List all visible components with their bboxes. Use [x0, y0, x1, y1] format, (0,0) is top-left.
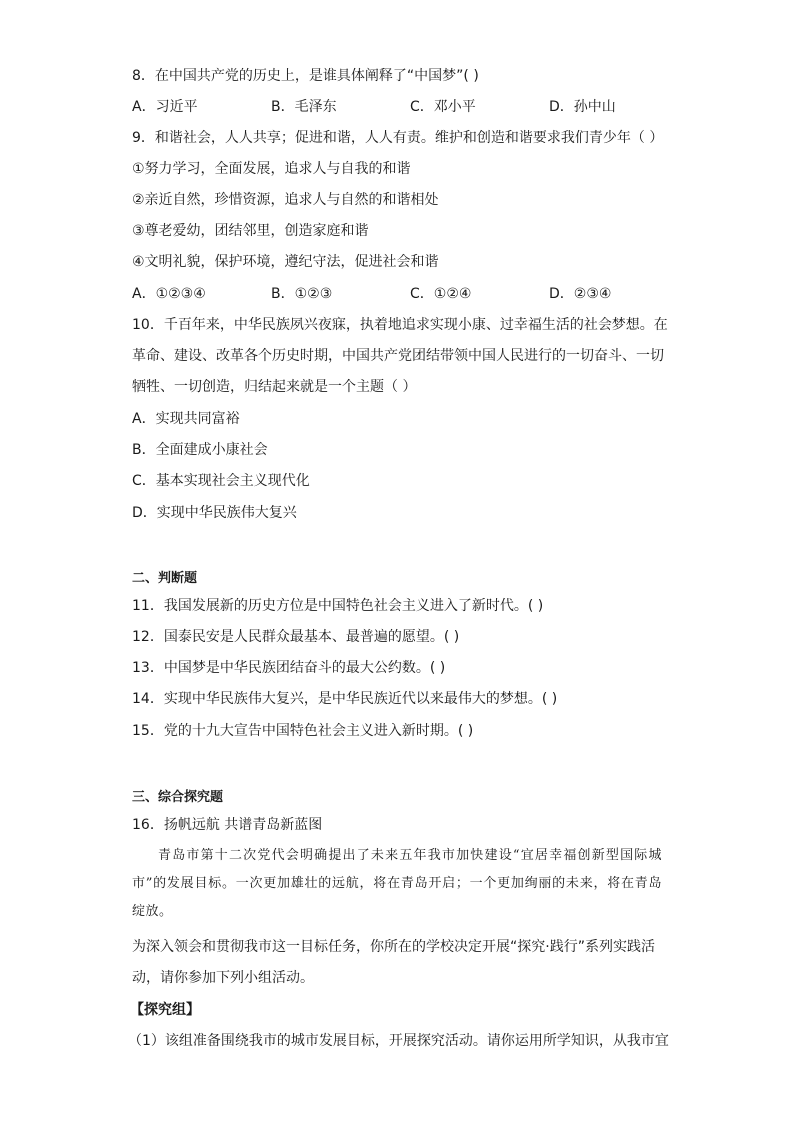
q10-stem-line-3: 牺牲、一切创造，归结起来就是一个主题（ ） — [132, 379, 417, 395]
q9-option-b: B．①②③ — [271, 286, 333, 302]
q11-statement: 11．我国发展新的历史方位是中国特色社会主义进入了新时代。( ) — [132, 598, 544, 614]
q16-task-1: （1）该组准备围绕我市的城市发展目标，开展探究活动。请你运用所学知识，从我市宜 — [128, 1033, 669, 1049]
q15-statement: 15．党的十九大宣告中国特色社会主义进入新时期。( ) — [132, 723, 474, 739]
q16-title: 16．扬帆远航 共谱青岛新蓝图 — [132, 817, 323, 833]
q10-option-b: B．全面建成小康社会 — [132, 442, 268, 458]
q9-option-c: C．①②④ — [410, 286, 472, 302]
q10-stem-line-1: 10．千百年来，中华民族夙兴夜寐，执着地追求实现小康、过幸福生活的社会梦想。在 — [132, 317, 668, 333]
q9-item-4: ④文明礼貌，保护环境，遵纪守法，促进社会和谐 — [132, 254, 439, 270]
q9-item-2: ②亲近自然，珍惜资源，追求人与自然的和谐相处 — [132, 192, 439, 208]
q16-quote: 青岛市第十二次党代会明确提出了未来五年我市加快建设“宜居幸福创新型国际城市”的发展目标。一次更加雄壮的远航，将在青岛开启；一个更加绚丽的未来，将在青岛绽放。 — [132, 848, 662, 919]
q9-item-3: ③尊老爱幼，团结邻里，创造家庭和谐 — [132, 223, 369, 239]
q8-option-a: A．习近平 — [132, 99, 198, 115]
q8-option-d: D．孙中山 — [549, 99, 616, 115]
q10-option-d: D．实现中华民族伟大复兴 — [132, 505, 297, 521]
q16-intro-line-1: 为深入领会和贯彻我市这一目标任务，你所在的学校决定开展“探究·践行”系列实践活 — [132, 939, 655, 955]
q9-option-d: D．②③④ — [549, 286, 612, 302]
q9-option-a: A．①②③④ — [132, 286, 206, 302]
q16-group-label: 【探究组】 — [130, 1002, 200, 1018]
q8-option-c: C．邓小平 — [410, 99, 476, 115]
section-3-title: 三、综合探究题 — [132, 790, 224, 805]
q9-item-1: ①努力学习，全面发展，追求人与自我的和谐 — [132, 161, 411, 177]
q8-stem: 8．在中国共产党的历史上，是谁具体阐释了“中国梦”( ) — [132, 68, 479, 84]
q13-statement: 13．中国梦是中华民族团结奋斗的最大公约数。( ) — [132, 660, 446, 676]
q10-option-a: A．实现共同富裕 — [132, 411, 240, 427]
q12-statement: 12．国泰民安是人民群众最基本、最普遍的愿望。( ) — [132, 629, 460, 645]
q16-intro-line-2: 动，请你参加下列小组活动。 — [132, 970, 314, 986]
q14-statement: 14．实现中华民族伟大复兴，是中华民族近代以来最伟大的梦想。( ) — [132, 691, 558, 707]
q9-stem: 9．和谐社会，人人共享；促进和谐，人人有责。维护和创造和谐要求我们青少年（ ） — [132, 130, 664, 146]
q10-stem-line-2: 革命、建设、改革各个历史时期，中国共产党团结带领中国人民进行的一切奋斗、一切 — [132, 348, 664, 364]
q10-option-c: C．基本实现社会主义现代化 — [132, 473, 310, 489]
section-2-title: 二、判断题 — [132, 571, 198, 586]
q8-option-b: B．毛泽东 — [271, 99, 337, 115]
